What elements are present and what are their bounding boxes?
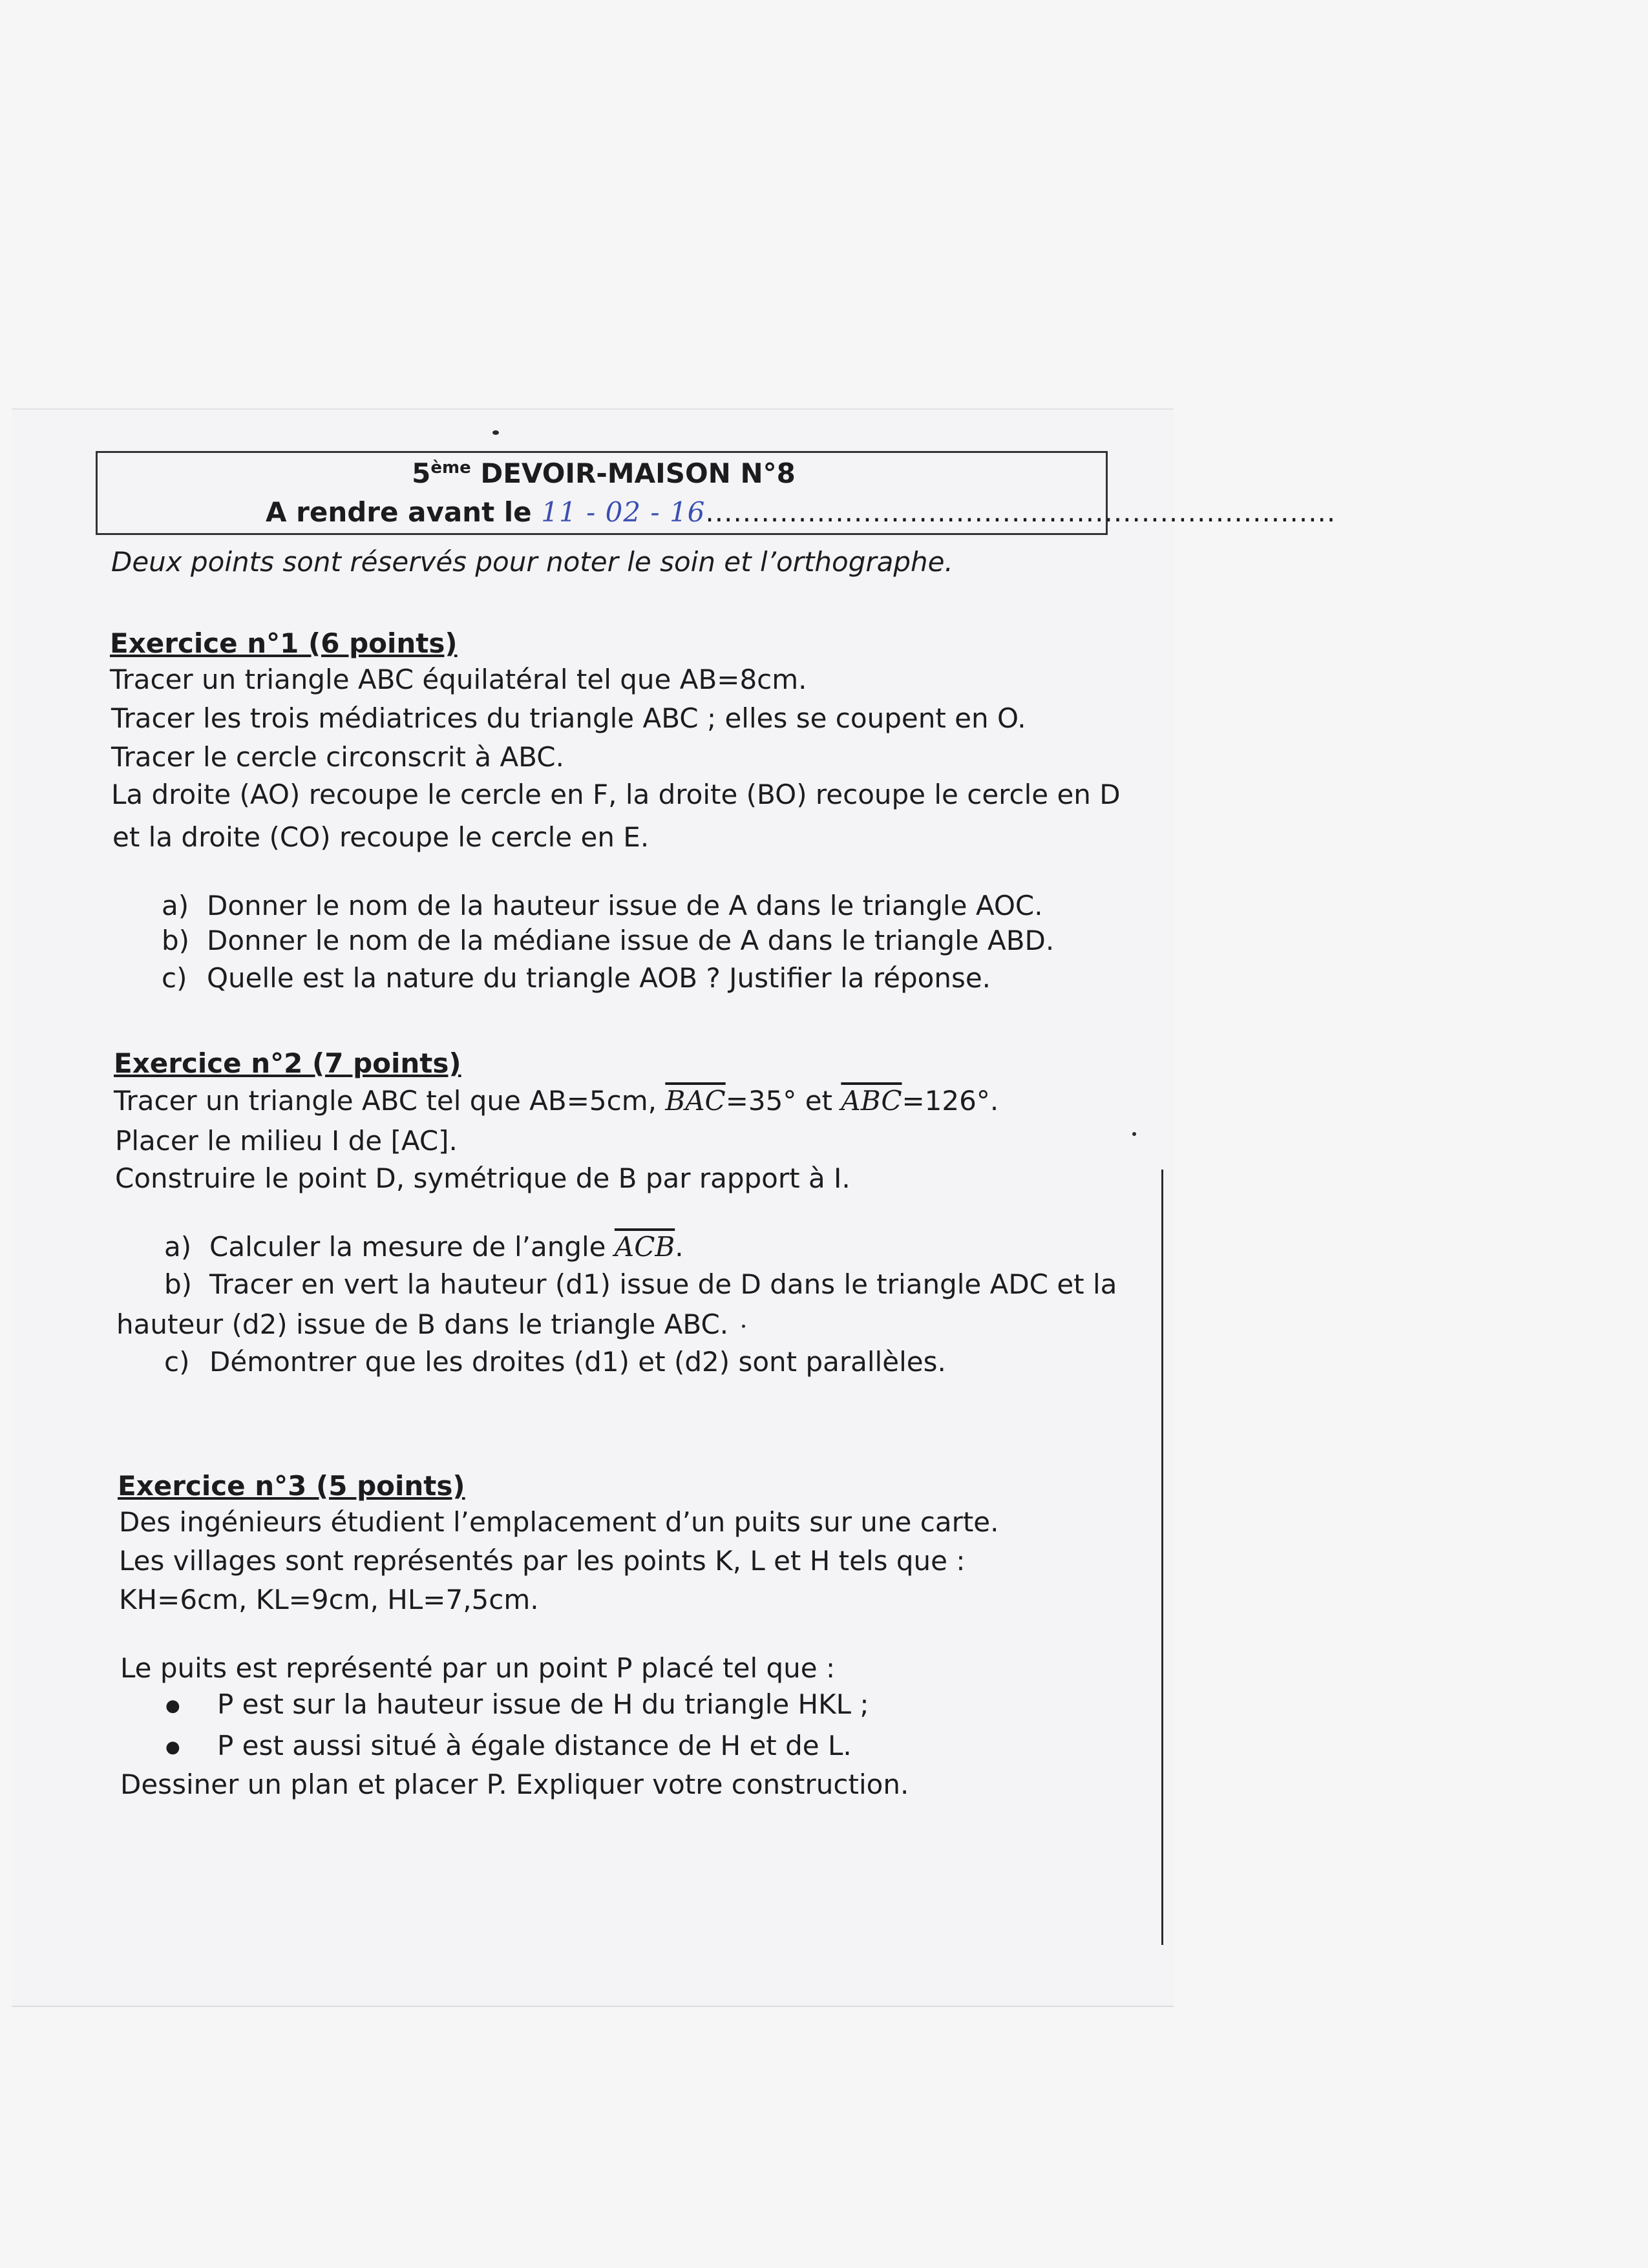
ex3-bullet: ● P est sur la hauteur issue de H du triangle HKL ; xyxy=(165,1688,869,1720)
ex2-line: Construire le point D, symétrique de B par rapport à I. xyxy=(115,1162,850,1194)
ex1-item-a: a) Donner le nom de la hauteur issue de A dans le triangle AOC. xyxy=(162,890,1043,921)
ex3-line: Des ingénieurs étudient l’emplacement d’un puits sur une carte. xyxy=(119,1506,999,1538)
angle-abc: $\overline{ABC}$ xyxy=(841,1085,902,1117)
ex3-bullet: ● P est aussi situé à égale distance de H et de L. xyxy=(165,1730,852,1761)
ex3-line: Les villages sont représentés par les points K, L et H tels que : xyxy=(119,1545,966,1577)
scan-speck xyxy=(742,1325,745,1328)
ex2-line: Placer le milieu I de [AC]. xyxy=(115,1125,458,1157)
due-date-line: A rendre avant le 11 - 02 - 16.................................................................... xyxy=(266,496,1336,528)
ex2-heading: Exercice n°2 (7 points) xyxy=(114,1047,461,1079)
ex3-heading: Exercice n°3 (5 points) xyxy=(118,1470,465,1502)
ex2-item-a: a) Calculer la mesure de l’angle $\overline{ACB}$. xyxy=(164,1231,684,1263)
document-title: 5ème DEVOIR-MAISON N°8 xyxy=(412,457,796,489)
ex1-item-b: b) Donner le nom de la médiane issue de A dans le triangle ABD. xyxy=(162,925,1055,956)
scan-speck xyxy=(492,430,499,435)
ex1-item-c: c) Quelle est la nature du triangle AOB ? Justifier la réponse. xyxy=(162,962,991,994)
angle-acb: $\overline{ACB}$ xyxy=(614,1231,675,1263)
ex2-line: Tracer un triangle ABC tel que AB=5cm, $\overline{BAC}=35^\circ$ et $\overline{ABC}=126^\circ$. xyxy=(114,1085,999,1117)
ex1-line: Tracer les trois médiatrices du triangle ABC ; elles se coupent en O. xyxy=(111,702,1026,734)
ex2-item-c: c) Démontrer que les droites (d1) et (d2) sont parallèles. xyxy=(164,1346,946,1378)
bullet-icon: ● xyxy=(165,1696,180,1716)
grading-note: Deux points sont réservés pour noter le soin et l’orthographe. xyxy=(111,546,953,578)
scan-edge-line xyxy=(1161,1170,1163,1945)
ex1-line: Tracer le cercle circonscrit à ABC. xyxy=(111,741,564,773)
ex3-line: KH=6cm, KL=9cm, HL=7,5cm. xyxy=(119,1584,539,1615)
ex2-item-b-cont: hauteur (d2) issue de B dans le triangle ABC. xyxy=(116,1308,729,1340)
bullet-icon: ● xyxy=(165,1737,180,1757)
ex2-item-b: b) Tracer en vert la hauteur (d1) issue de D dans le triangle ADC et la xyxy=(164,1268,1117,1300)
handwritten-date: 11 - 02 - 16 xyxy=(541,496,706,528)
ex1-line: La droite (AO) recoupe le cercle en F, la droite (BO) recoupe le cercle en D xyxy=(111,779,1121,810)
ex3-final: Dessiner un plan et placer P. Expliquer votre construction. xyxy=(120,1769,909,1800)
ex1-heading: Exercice n°1 (6 points) xyxy=(110,627,458,659)
angle-bac: $\overline{BAC}$ xyxy=(665,1085,726,1117)
ex1-line: Tracer un triangle ABC équilatéral tel que AB=8cm. xyxy=(110,664,807,695)
due-dots: 11 - 02 - 16.................................................................... xyxy=(541,496,1336,528)
scan-speck xyxy=(1132,1132,1136,1136)
ex3-intro: Le puits est représenté par un point P placé tel que : xyxy=(120,1652,836,1684)
header-box xyxy=(96,451,1336,535)
ex1-line: et la droite (CO) recoupe le cercle en E. xyxy=(112,821,650,853)
